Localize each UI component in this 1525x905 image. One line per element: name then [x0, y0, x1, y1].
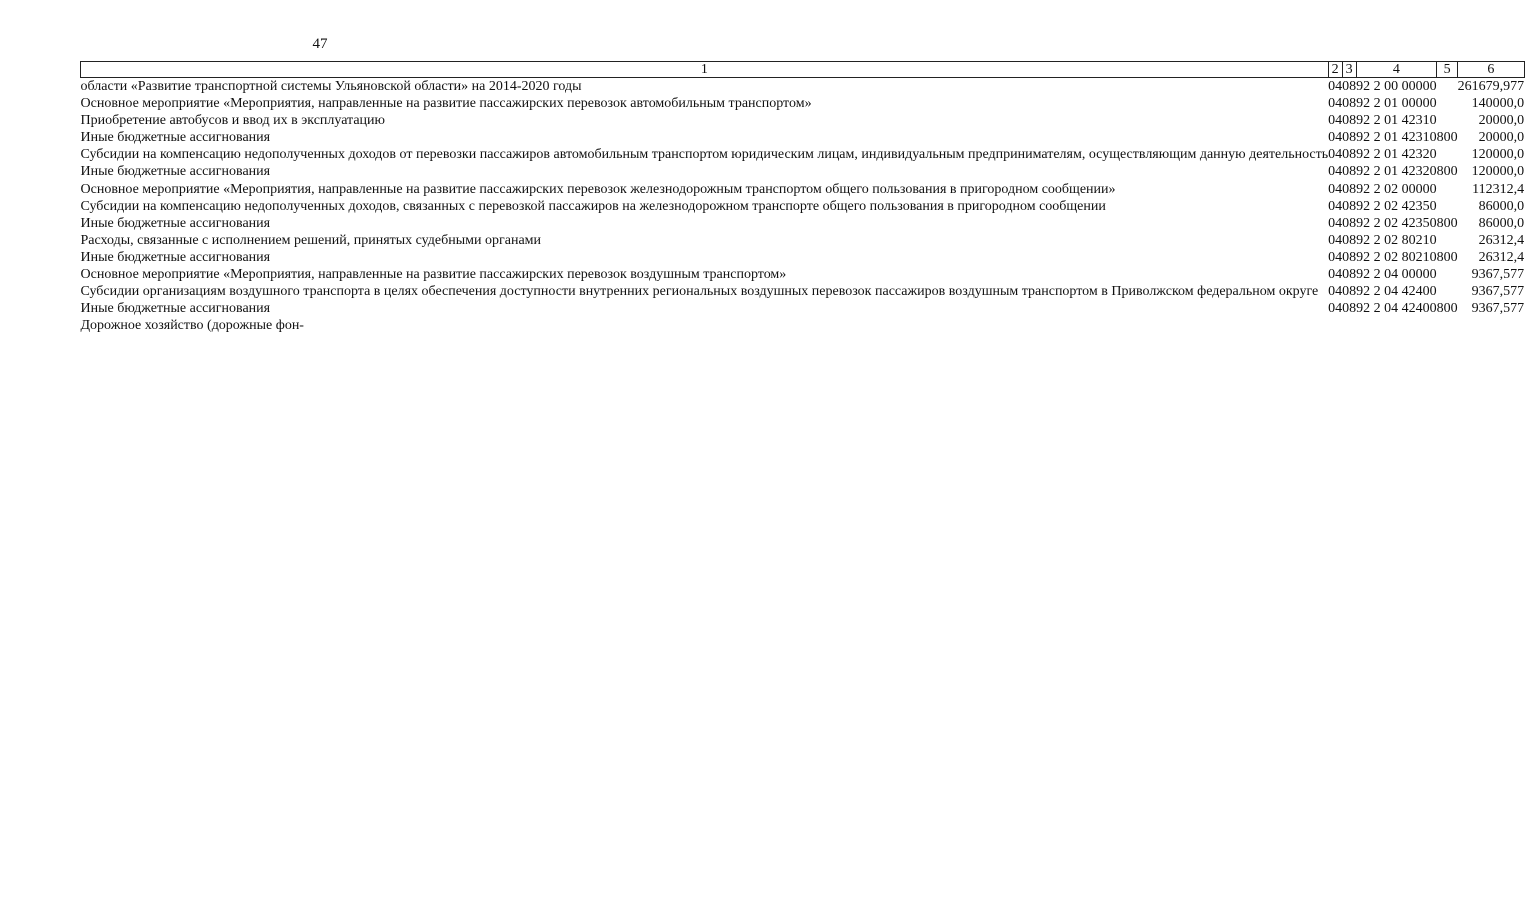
row-amount: 112312,4 — [1472, 181, 1525, 197]
row-expense-type: 800 — [1436, 249, 1458, 265]
row-subsection: 08 — [1342, 164, 1357, 180]
budget-table — [80, 61, 1525, 334]
col-header-vr: 5 — [1437, 62, 1458, 78]
row-expense-type — [1437, 198, 1458, 215]
row-expense-type — [1437, 266, 1458, 283]
row-section: 04 — [1328, 113, 1343, 129]
row-subsection: 08 — [1342, 181, 1357, 197]
header-row — [81, 62, 1525, 78]
row-target-article: 92 2 00 00000 — [1356, 79, 1437, 94]
row-name: Иные бюджетные ассигнования — [80, 249, 271, 265]
table-row — [81, 112, 1525, 129]
row-section: 04 — [1328, 147, 1343, 163]
row-expense-type — [1437, 78, 1458, 96]
row-amount: 26312,4 — [1478, 232, 1525, 248]
page-number: 47 — [312, 36, 328, 52]
row-name: Основное мероприятие «Мероприятия, направленные на развитие пассажирских перевозок автомобильным транспортом» — [80, 96, 812, 112]
row-section: 04 — [1328, 181, 1343, 197]
row-name: Дорожное хозяйство (дорожные фон- — [80, 318, 304, 334]
row-target-article: 92 2 04 00000 — [1356, 267, 1437, 283]
row-subsection: 08 — [1342, 79, 1357, 94]
row-amount: 140000,0 — [1471, 96, 1525, 112]
row-section: 04 — [1328, 198, 1343, 214]
row-amount: 120000,0 — [1471, 164, 1525, 180]
row-name: Субсидии на компенсацию недополученных доходов, связанных с перевозкой пассажиров на железнодорожном транспорте общего пользования в пригородном сообщении — [80, 198, 1106, 214]
col-header-csr: 4 — [1356, 62, 1437, 78]
row-name: Основное мероприятие «Мероприятия, направленные на развитие пассажирских перевозок железнодорожным транспортом общего пользования в пригородном сообщении» — [80, 181, 1116, 197]
row-target-article: 92 2 04 42400 — [1356, 301, 1437, 317]
row-section: 04 — [1328, 301, 1343, 317]
table-row — [81, 300, 1525, 317]
table-row — [81, 232, 1525, 249]
row-section: 04 — [1328, 232, 1343, 248]
table-row — [81, 129, 1525, 146]
row-expense-type — [1437, 283, 1458, 300]
row-amount: 9367,577 — [1471, 284, 1525, 300]
row-expense-type: 800 — [1436, 301, 1458, 317]
row-amount: 20000,0 — [1478, 113, 1525, 129]
table-row — [81, 198, 1525, 215]
col-header-amount: 6 — [1458, 62, 1525, 78]
row-subsection — [1342, 317, 1356, 334]
row-amount: 86000,0 — [1478, 198, 1525, 214]
row-name: Иные бюджетные ассигнования — [80, 215, 271, 231]
row-expense-type: 800 — [1436, 130, 1458, 146]
row-target-article: 92 2 04 42400 — [1356, 284, 1437, 300]
col-header-name: 1 — [81, 62, 1329, 78]
row-name: Иные бюджетные ассигнования — [80, 301, 271, 317]
row-name: Иные бюджетные ассигнования — [80, 130, 271, 146]
row-subsection: 08 — [1342, 301, 1357, 317]
row-expense-type — [1437, 112, 1458, 129]
row-target-article: 92 2 01 42320 — [1356, 164, 1437, 180]
row-section: 04 — [1328, 267, 1343, 283]
row-target-article: 92 2 01 00000 — [1356, 96, 1437, 112]
row-subsection: 08 — [1342, 113, 1357, 129]
row-subsection: 08 — [1342, 249, 1357, 265]
table-row — [81, 181, 1525, 198]
row-name: Субсидии на компенсацию недополученных доходов от перевозки пассажиров автомобильным транспортом юридическим лицам, индивидуальным предпринимателям, осуществляющим данную деятельность — [80, 147, 1329, 163]
row-subsection: 08 — [1342, 96, 1357, 112]
row-name: Расходы, связанные с исполнением решений, принятых судебными органами — [80, 232, 542, 248]
table-row — [81, 78, 1525, 96]
row-subsection: 08 — [1342, 232, 1357, 248]
row-section: 04 — [1328, 130, 1343, 146]
row-subsection: 08 — [1342, 215, 1357, 231]
row-subsection: 08 — [1342, 284, 1357, 300]
row-target-article: 92 2 01 42310 — [1356, 113, 1437, 129]
row-target-article: 92 2 02 42350 — [1356, 215, 1437, 231]
table-row — [81, 317, 1525, 334]
row-expense-type — [1437, 317, 1458, 334]
row-section: 04 — [1328, 215, 1343, 231]
table-row — [81, 146, 1525, 163]
row-amount: 120000,0 — [1471, 147, 1525, 163]
row-amount: 26312,4 — [1478, 249, 1525, 265]
col-header-rz: 2 — [1328, 62, 1342, 78]
row-target-article — [1356, 317, 1437, 334]
row-section: 04 — [1328, 96, 1343, 112]
row-name: Приобретение автобусов и ввод их в эксплуатацию — [80, 113, 385, 129]
row-subsection: 08 — [1342, 267, 1357, 283]
row-expense-type: 800 — [1436, 164, 1458, 180]
row-expense-type — [1437, 146, 1458, 163]
row-name: Субсидии организациям воздушного транспорта в целях обеспечения доступности внутренних региональных воздушных перевозок пассажиров воздушным транспортом в Приволжском федеральном округе — [80, 284, 1319, 300]
table-row — [81, 266, 1525, 283]
row-section: 04 — [1328, 249, 1343, 265]
table-row — [81, 249, 1525, 266]
table-row — [81, 283, 1525, 300]
row-expense-type — [1437, 95, 1458, 112]
row-amount: 20000,0 — [1478, 130, 1525, 146]
row-section: 04 — [1328, 79, 1343, 94]
row-target-article: 92 2 01 42320 — [1356, 147, 1437, 163]
row-subsection: 08 — [1342, 198, 1357, 214]
table-row — [81, 95, 1525, 112]
row-amount: 9367,577 — [1471, 301, 1525, 317]
table-row — [81, 215, 1525, 232]
col-header-pr: 3 — [1342, 62, 1356, 78]
row-amount — [1458, 317, 1525, 334]
row-amount: 86000,0 — [1478, 215, 1525, 231]
row-amount: 261679,977 — [1457, 79, 1525, 94]
row-amount: 9367,577 — [1471, 267, 1525, 283]
row-target-article: 92 2 02 80210 — [1356, 249, 1437, 265]
row-subsection: 08 — [1342, 147, 1357, 163]
row-target-article: 92 2 01 42310 — [1356, 130, 1437, 146]
row-name: Иные бюджетные ассигнования — [80, 164, 271, 180]
row-section: 04 — [1328, 284, 1343, 300]
row-expense-type: 800 — [1436, 215, 1458, 231]
table-row — [81, 163, 1525, 180]
row-subsection: 08 — [1342, 130, 1357, 146]
row-section — [1328, 317, 1342, 334]
row-expense-type — [1437, 232, 1458, 249]
row-expense-type — [1437, 181, 1458, 198]
row-section: 04 — [1328, 164, 1343, 180]
row-target-article: 92 2 02 42350 — [1356, 198, 1437, 214]
row-target-article: 92 2 02 00000 — [1356, 181, 1437, 197]
row-name: области «Развитие транспортной системы Ульяновской области» на 2014-2020 годы — [80, 79, 582, 94]
row-target-article: 92 2 02 80210 — [1356, 232, 1437, 248]
row-name: Основное мероприятие «Мероприятия, направленные на развитие пассажирских перевозок воздушным транспортом» — [80, 267, 787, 283]
